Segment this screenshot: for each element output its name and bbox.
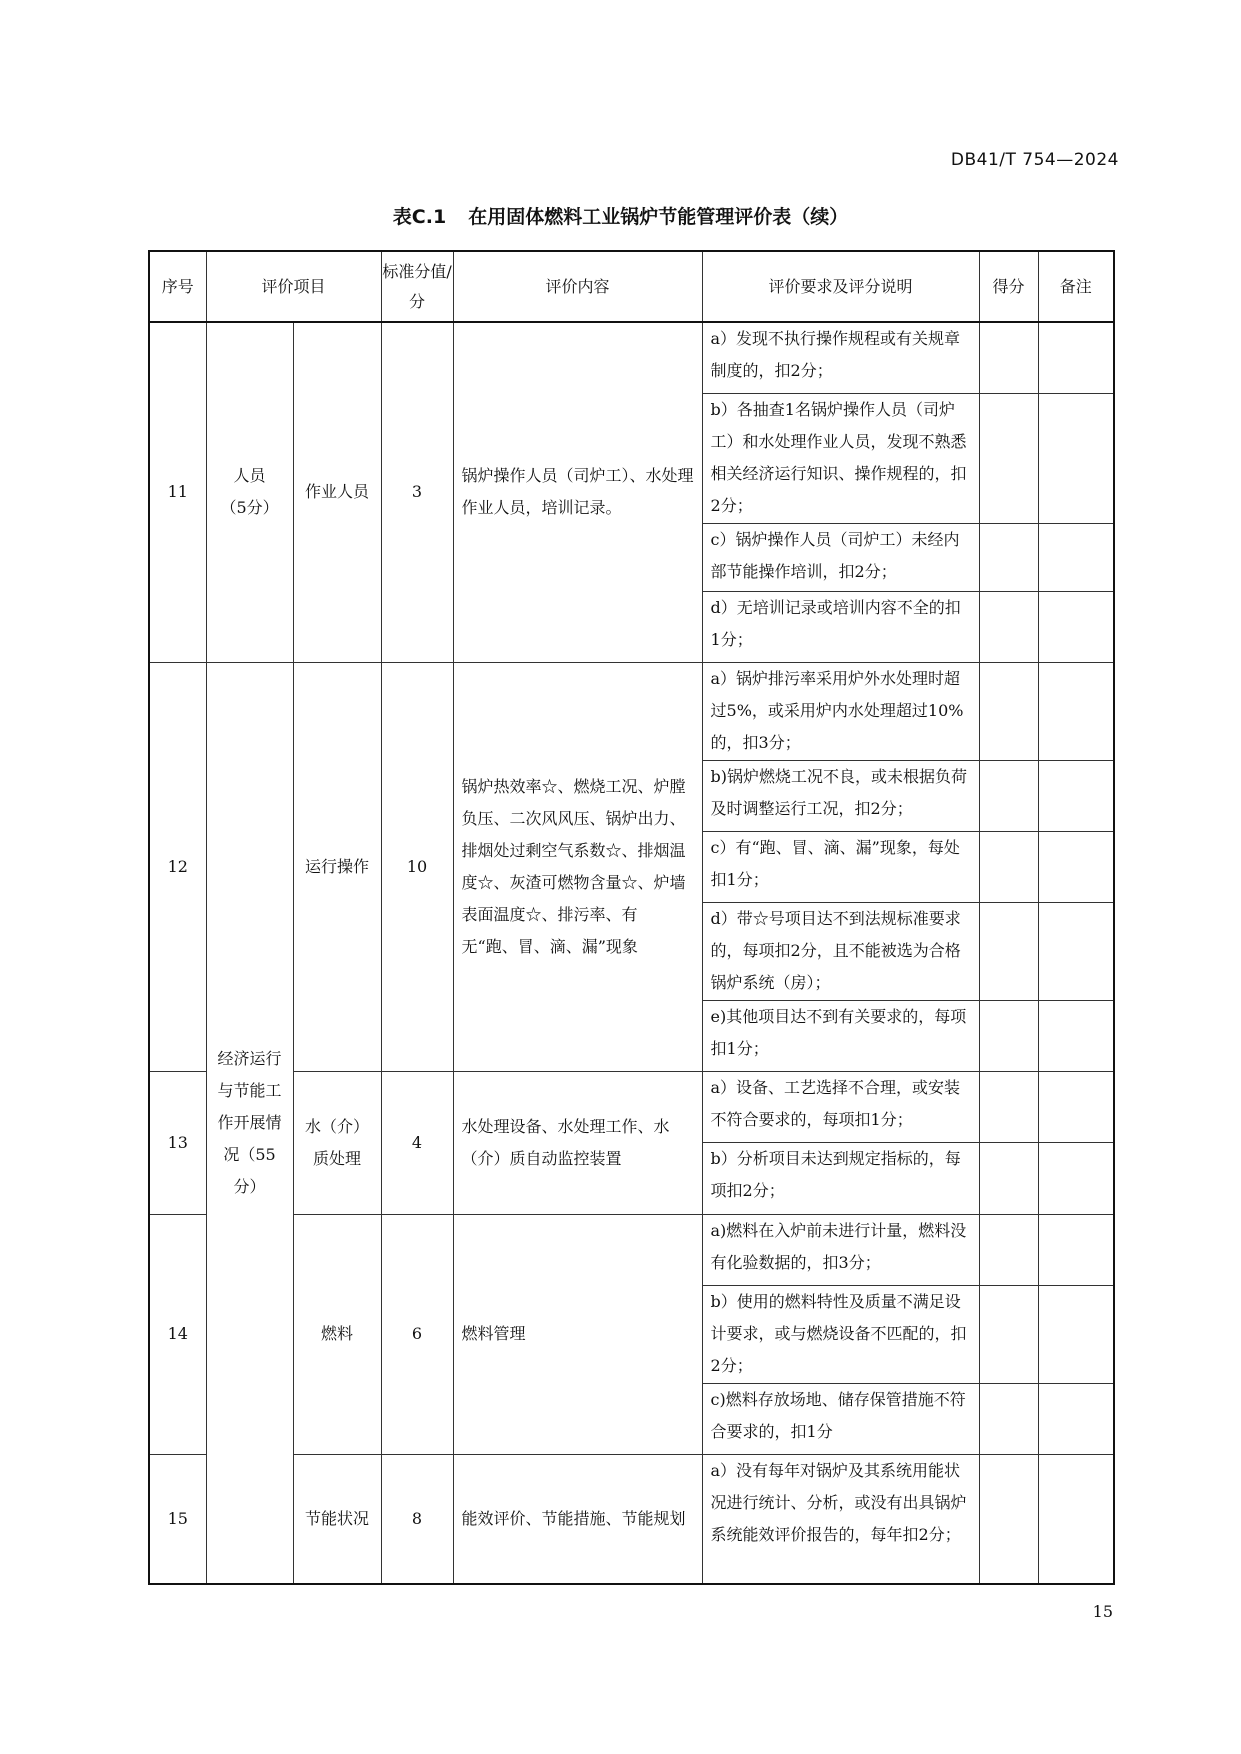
table-label: 表C.1 [392,206,447,228]
subcategory-cell: 作业人员 [293,322,381,662]
score-obtained-cell [979,902,1038,1000]
requirement-cell: a）锅炉排污率采用炉外水处理时超过5%，或采用炉内水处理超过10%的，扣3分； [702,662,979,760]
col-seq: 序号 [149,251,206,322]
seq-cell: 13 [149,1071,206,1214]
score-obtained-cell [979,1071,1038,1142]
requirement-cell: a)燃料在入炉前未进行计量，燃料没有化验数据的，扣3分； [702,1214,979,1285]
table-row [149,1454,1114,1584]
score-obtained-cell [979,1142,1038,1214]
category-cell: 人员（5分） [206,322,293,662]
content-cell: 锅炉操作人员（司炉工）、水处理作业人员，培训记录。 [453,322,702,662]
subcategory-cell: 运行操作 [293,662,381,1071]
requirement-cell: e)其他项目达不到有关要求的，每项扣1分； [702,1000,979,1071]
remarks-cell [1038,831,1114,902]
remarks-cell [1038,322,1114,393]
remarks-cell [1038,902,1114,1000]
remarks-cell [1038,1214,1114,1285]
requirement-cell: c)燃料存放场地、储存保管措施不符合要求的，扣1分 [702,1383,979,1454]
score-obtained-cell [979,760,1038,831]
page-number: 15 [1092,1602,1113,1621]
requirement-cell: d）带☆号项目达不到法规标准要求的，每项扣2分，且不能被选为合格锅炉系统（房）； [702,902,979,1000]
remarks-cell [1038,662,1114,760]
table-title [0,202,1241,229]
remarks-cell [1038,1285,1114,1383]
table-row [149,1214,1114,1285]
content-cell: 燃料管理 [453,1214,702,1454]
score-obtained-cell [979,1383,1038,1454]
subcategory-cell: 节能状况 [293,1454,381,1584]
table-row [149,662,1114,760]
seq-cell: 12 [149,662,206,1071]
table-row [149,1071,1114,1142]
requirement-cell: b）分析项目未达到规定指标的，每项扣2分； [702,1142,979,1214]
requirement-cell: d）无培训记录或培训内容不全的扣1分； [702,591,979,662]
requirement-cell: b）使用的燃料特性及质量不满足设计要求，或与燃烧设备不匹配的，扣2分； [702,1285,979,1383]
header-row [149,251,1114,322]
score-obtained-cell [979,523,1038,591]
table-row [149,322,1114,393]
remarks-cell [1038,760,1114,831]
score-obtained-cell [979,322,1038,393]
remarks-cell [1038,1071,1114,1142]
seq-cell: 15 [149,1454,206,1584]
category-cell: 经济运行与节能工作开展情况（55分） [206,662,293,1584]
col-score-obtained: 得分 [979,251,1038,322]
score-standard-cell: 10 [381,662,453,1071]
score-obtained-cell [979,831,1038,902]
remarks-cell [1038,1383,1114,1454]
requirement-cell: b)锅炉燃烧工况不良，或未根据负荷及时调整运行工况，扣2分； [702,760,979,831]
subcategory-cell: 水（介）质处理 [293,1071,381,1214]
col-content: 评价内容 [453,251,702,322]
col-score-standard: 标准分值/分 [381,251,453,322]
score-obtained-cell [979,393,1038,523]
score-obtained-cell [979,1000,1038,1071]
score-standard-cell: 6 [381,1214,453,1454]
table-title-text: 在用固体燃料工业锅炉节能管理评价表（续） [468,206,849,228]
seq-cell: 11 [149,322,206,662]
evaluation-table [148,250,1115,1585]
requirement-cell: a）发现不执行操作规程或有关规章制度的，扣2分； [702,322,979,393]
seq-cell: 14 [149,1214,206,1454]
content-cell: 锅炉热效率☆、燃烧工况、炉膛负压、二次风风压、锅炉出力、排烟处过剩空气系数☆、排烟温度☆、灰渣可燃物含量☆、炉墙表面温度☆、排污率、有无“跑、冒、滴、漏”现象 [453,662,702,1071]
score-obtained-cell [979,591,1038,662]
col-item: 评价项目 [206,251,381,322]
content-cell: 能效评价、节能措施、节能规划 [453,1454,702,1584]
score-obtained-cell [979,1214,1038,1285]
score-standard-cell: 4 [381,1071,453,1214]
remarks-cell [1038,393,1114,523]
score-obtained-cell [979,1285,1038,1383]
remarks-cell [1038,1454,1114,1584]
requirement-cell: a）没有每年对锅炉及其系统用能状况进行统计、分析，或没有出具锅炉系统能效评价报告的，每年扣2分； [702,1454,979,1584]
document-code: DB41/T 754—2024 [950,150,1119,170]
score-standard-cell: 3 [381,322,453,662]
score-obtained-cell [979,662,1038,760]
remarks-cell [1038,1142,1114,1214]
requirement-cell: c）有“跑、冒、滴、漏”现象，每处扣1分； [702,831,979,902]
col-remarks: 备注 [1038,251,1114,322]
requirement-cell: c）锅炉操作人员（司炉工）未经内部节能操作培训，扣2分； [702,523,979,591]
col-requirements: 评价要求及评分说明 [702,251,979,322]
remarks-cell [1038,591,1114,662]
content-cell: 水处理设备、水处理工作、水（介）质自动监控装置 [453,1071,702,1214]
remarks-cell [1038,1000,1114,1071]
requirement-cell: b）各抽查1名锅炉操作人员（司炉工）和水处理作业人员，发现不熟悉相关经济运行知识、操作规程的，扣2分； [702,393,979,523]
subcategory-cell: 燃料 [293,1214,381,1454]
remarks-cell [1038,523,1114,591]
score-standard-cell: 8 [381,1454,453,1584]
requirement-cell: a）设备、工艺选择不合理，或安装不符合要求的，每项扣1分； [702,1071,979,1142]
score-obtained-cell [979,1454,1038,1584]
